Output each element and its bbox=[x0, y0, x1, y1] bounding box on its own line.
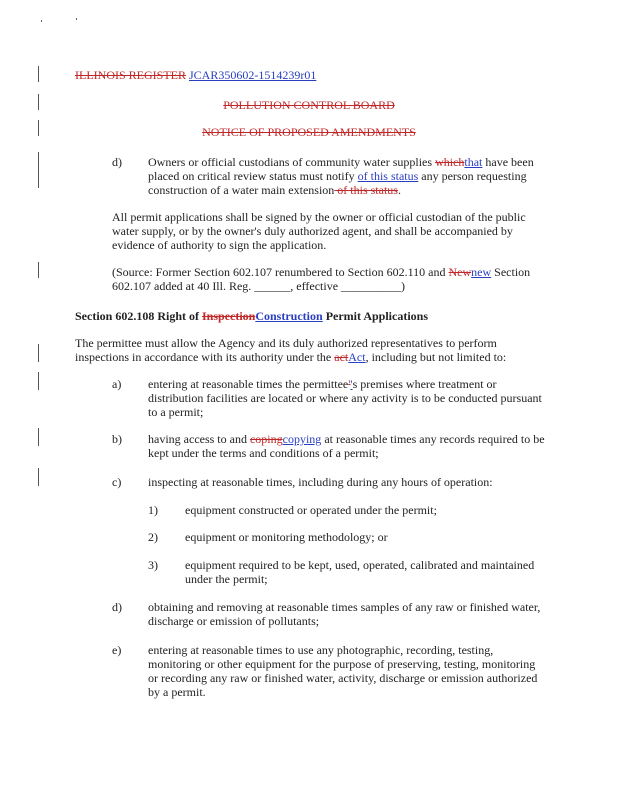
scan-mark bbox=[76, 18, 77, 20]
register-line bbox=[75, 68, 316, 83]
change-bar bbox=[38, 66, 39, 82]
item-label: a) bbox=[112, 377, 122, 391]
change-bar bbox=[38, 428, 39, 446]
item-label: c) bbox=[112, 475, 122, 489]
item-e-text: entering at reasonable times to use any photographic, recording, testing, monitoring or other equipment for the purpose of preserving, testing, monitoring or recording any raw or finished water, activity, discharge or emission authorized by a permit. bbox=[148, 643, 538, 699]
subitem-label: 3) bbox=[148, 558, 158, 572]
notice-title: NOTICE OF PROPOSED AMENDMENTS bbox=[202, 125, 416, 139]
intro-paragraph: The permittee must allow the Agency and its duly authorized representatives to perform inspections in accordance with its authority under the actAct, including but not limited to: bbox=[75, 336, 507, 364]
item-label: d) bbox=[112, 155, 122, 169]
item-c-text: inspecting at reasonable times, including during any hours of operation: bbox=[148, 475, 493, 489]
item-a-text: entering at reasonable times the permittee''s premises where treatment or distribution facilities are located or where any activity is to be conducted pursuant to a permit; bbox=[148, 377, 542, 419]
board-title: POLLUTION CONTROL BOARD bbox=[223, 98, 395, 112]
item-label: d) bbox=[112, 600, 122, 614]
change-bar bbox=[38, 152, 39, 188]
item-b-text: having access to and copingcopying at reasonable times any records required to be kept under the terms and conditions of a permit; bbox=[148, 432, 545, 460]
section-heading: Section 602.108 Right of InspectionConstruction Permit Applications bbox=[75, 309, 429, 323]
subitem-label: 2) bbox=[148, 530, 158, 544]
subitem-text: equipment required to be kept, used, operated, calibrated and maintained under the permit; bbox=[185, 558, 535, 586]
subitem-label: 1) bbox=[148, 503, 158, 517]
register-inserted: JCAR350602-1514239r01 bbox=[189, 68, 317, 82]
change-bar bbox=[38, 262, 39, 278]
item-d2-text: obtaining and removing at reasonable times samples of any raw or finished water, discharge or emission of pollutants; bbox=[148, 600, 541, 628]
subitem-text: equipment constructed or operated under the permit; bbox=[185, 503, 437, 517]
item-d-text: Owners or official custodians of community water supplies whichthat have been placed on critical review status must notify of this status any person requesting construction of a water main extension of this status. bbox=[148, 155, 534, 197]
all-permit-paragraph: All permit applications shall be signed by the owner or official custodian of the public water supply, or by the owner's duly authorized agent, and shall be accompanied by evidence of authority to sign the application. bbox=[112, 210, 526, 252]
register-deleted: ILLINOIS REGISTER bbox=[75, 68, 186, 82]
change-bar bbox=[38, 468, 39, 486]
scan-mark bbox=[41, 20, 42, 22]
change-bar bbox=[38, 372, 39, 390]
change-bar bbox=[38, 344, 39, 362]
item-label: b) bbox=[112, 432, 122, 446]
source-note: (Source: Former Section 602.107 renumbered to Section 602.110 and Newnew Section 602.107 added at 40 Ill. Reg. ______, effective __________) bbox=[112, 265, 531, 293]
item-label: e) bbox=[112, 643, 122, 657]
subitem-text: equipment or monitoring methodology; or bbox=[185, 530, 388, 544]
